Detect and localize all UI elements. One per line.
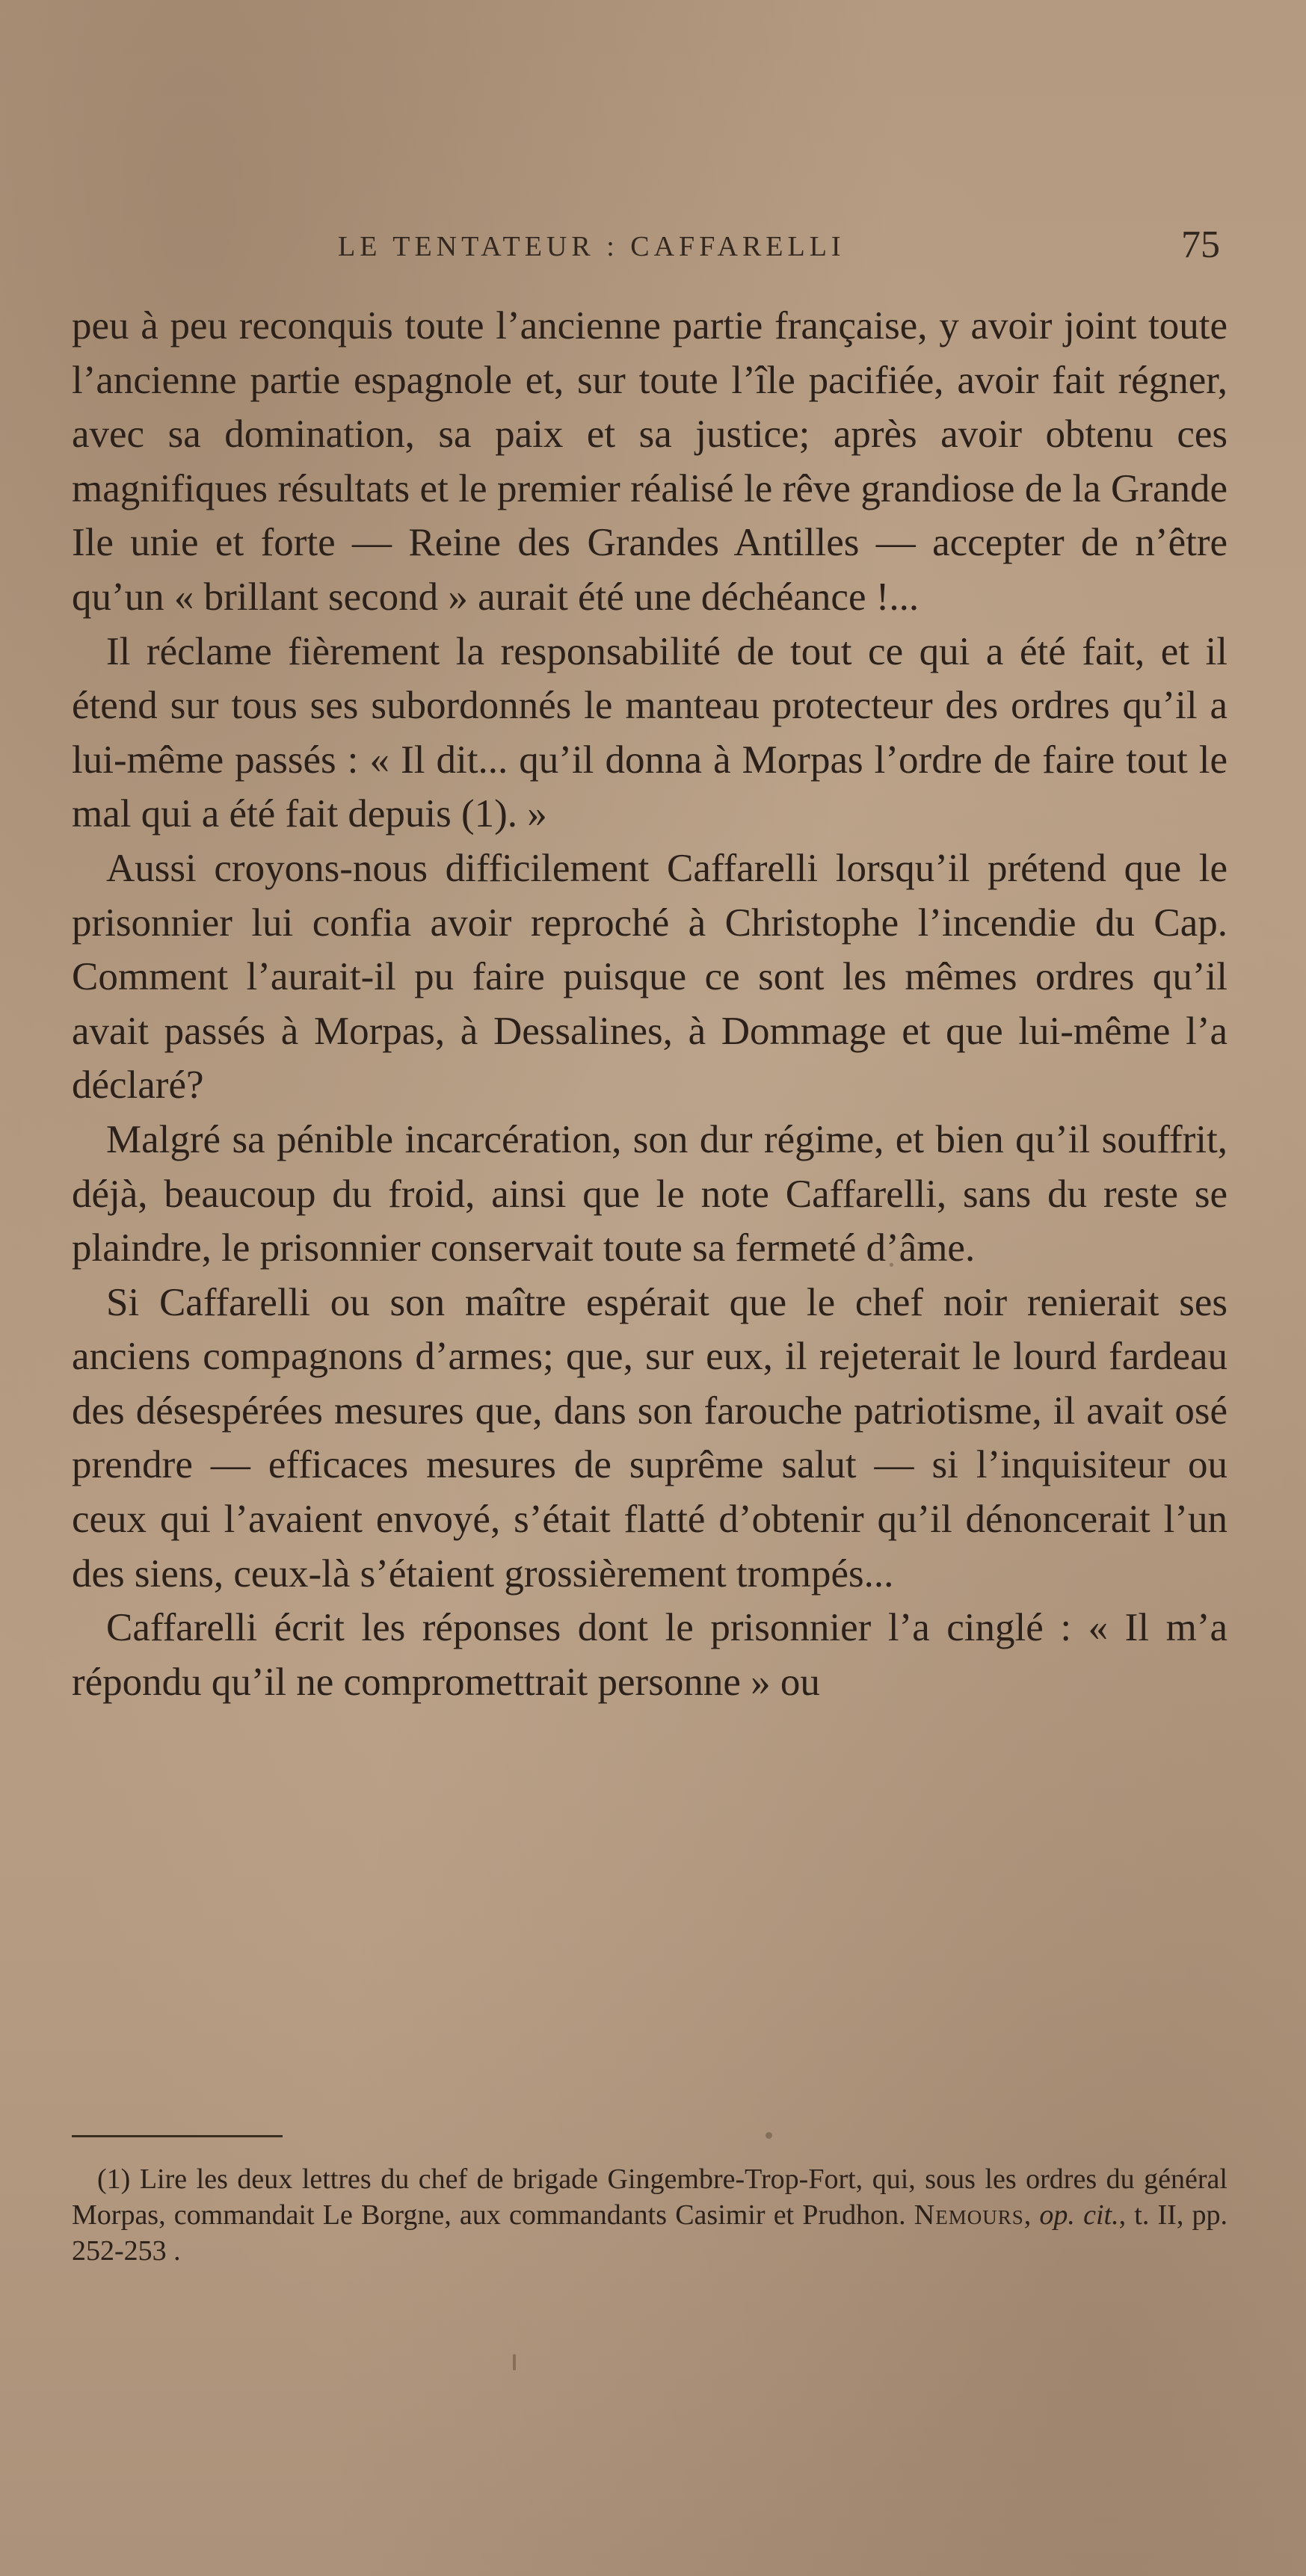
footnote-op-cit: op. cit. bbox=[1039, 2199, 1119, 2231]
footnote-text bbox=[72, 2161, 1228, 2269]
footnote-rule bbox=[72, 2135, 283, 2137]
running-title: LE TENTATEUR : CAFFARELLI bbox=[338, 231, 845, 262]
paragraph-5: Si Caffarelli ou son maître espérait que le chef noir renierait ses anciens compagnons d’armes; que, sur eux, il rejeterait le lourd fardeau des désespérées mesures que, dans son farouche patriotisme, il avait osé prendre — efficaces mesures de suprême salut — si l’inquisiteur ou ceux qui l’avaient envoyé, s’était flatté d’obtenir qu’il dénoncerait l’un des siens, ceux-là s’étaient grossièrement trompés... bbox=[72, 1280, 1228, 1596]
paragraph-6: Caffarelli écrit les réponses dont le prisonnier l’a cinglé : « Il m’a répondu qu’il ne compromettrait personne » ou bbox=[72, 1606, 1228, 1704]
footnote-body: (1) Lire les deux lettres du chef de brigade Gingembre-Trop-Fort, qui, sous les ordres du général Morpas, commandait Le Borgne, aux commandants Casimir et Prudhon. bbox=[72, 2163, 1228, 2231]
running-head bbox=[338, 223, 1220, 275]
footnote-reference: , t. II, pp. 252-253 . bbox=[72, 2199, 1228, 2267]
paper-speck bbox=[513, 2354, 516, 2370]
body-text bbox=[72, 299, 1228, 1709]
page-number: 75 bbox=[1181, 223, 1220, 266]
paper-speck bbox=[766, 2132, 772, 2139]
paragraph-3: Aussi croyons-nous difficilement Caffarelli lorsqu’il prétend que le prisonnier lui confia avoir reproché à Christophe l’incendie du Cap. Comment l’aurait-il pu faire puisque ce sont les mêmes ordres qu’il avait passés à Morpas, à Dessalines, à Dommage et que lui-même l’a déclaré? bbox=[72, 846, 1228, 1108]
footnote-separator: , bbox=[1023, 2199, 1040, 2231]
paragraph-2: Il réclame fièrement la responsabilité de tout ce qui a été fait, et il étend sur tous ses subordonnés le manteau protecteur des ordres qu’il a lui-même passés : « Il dit... qu’il donna à Morpas l’ordre de faire tout le mal qui a été fait depuis (1). » bbox=[72, 629, 1228, 836]
footnote-author: Nemours bbox=[914, 2199, 1024, 2231]
paper-speck bbox=[890, 1263, 893, 1267]
footnote bbox=[72, 2161, 1228, 2269]
paragraph-1: peu à peu reconquis toute l’ancienne partie française, y avoir joint toute l’ancienne partie espagnole et, sur toute l’île pacifiée, avoir fait régner, avec sa domination, sa paix et sa justice; après avoir obtenu ces magnifiques résultats et le premier réalisé le rêve grandiose de la Grande Ile unie et forte — Reine des Grandes Antilles — accepter de n’être qu’un « brillant second » aurait été une déchéance !... bbox=[72, 304, 1228, 619]
paragraph-4: Malgré sa pénible incarcération, son dur régime, et bien qu’il souffrit, déjà, beaucoup du froid, ainsi que le note Caffarelli, sans du reste se plaindre, le prisonnier conservait toute sa fermeté d’âme. bbox=[72, 1117, 1228, 1270]
